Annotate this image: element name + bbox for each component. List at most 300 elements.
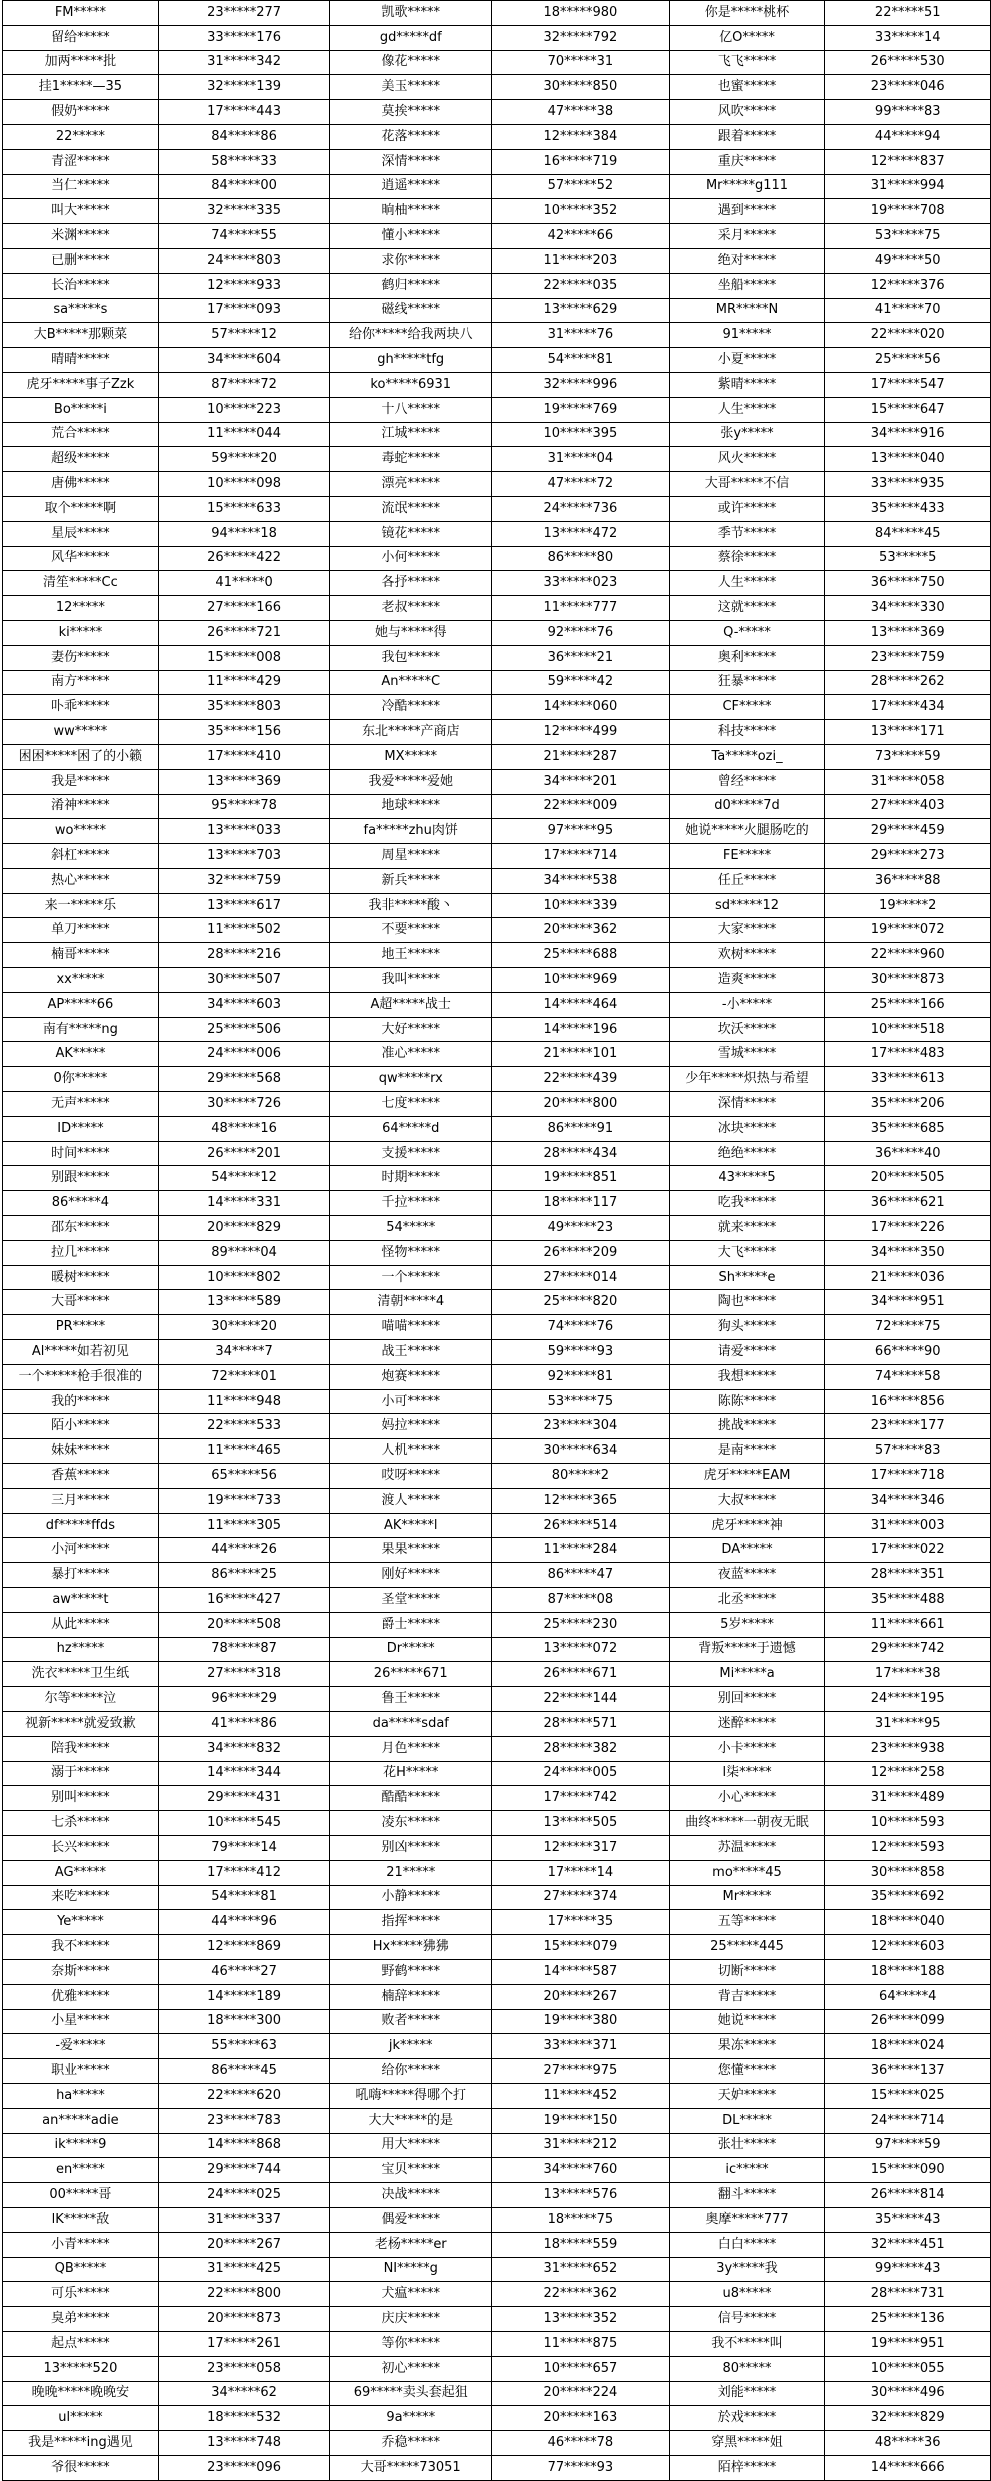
number-cell: 28*****216	[158, 943, 329, 968]
number-cell: 21*****036	[825, 1265, 991, 1290]
name-cell: 长兴*****	[3, 1835, 159, 1860]
name-cell: 清笙*****Cc	[3, 571, 159, 596]
name-cell: 求你*****	[330, 248, 492, 273]
number-cell: 31*****425	[158, 2257, 329, 2282]
table-row	[3, 422, 991, 447]
table-row	[3, 323, 991, 348]
name-cell: 晌柚*****	[330, 199, 492, 224]
name-cell: 溺于*****	[3, 1761, 159, 1786]
number-cell: 23*****046	[825, 75, 991, 100]
name-cell: 一个*****	[330, 1265, 492, 1290]
number-cell: 24*****803	[158, 248, 329, 273]
name-cell: 风火*****	[669, 447, 825, 472]
table-row	[3, 1811, 991, 1836]
name-cell: 吼嗨*****得哪个打	[330, 2083, 492, 2108]
name-cell: fa*****zhu肉饼	[330, 819, 492, 844]
name-cell: 暴打*****	[3, 1563, 159, 1588]
number-cell: 23*****783	[158, 2108, 329, 2133]
name-cell: 陈陈*****	[669, 1389, 825, 1414]
number-cell: 13*****589	[158, 1290, 329, 1315]
number-cell: 23*****277	[158, 1, 329, 26]
name-cell: 冷酷*****	[330, 695, 492, 720]
name-cell: 64*****d	[330, 1116, 492, 1141]
name-cell: Mi*****a	[669, 1662, 825, 1687]
number-cell: 11*****502	[158, 918, 329, 943]
table-row	[3, 1340, 991, 1365]
name-cell: 十八*****	[330, 397, 492, 422]
number-cell: 30*****634	[492, 1439, 669, 1464]
number-cell: 12*****933	[158, 273, 329, 298]
number-cell: 36*****621	[825, 1191, 991, 1216]
number-cell: 86*****91	[492, 1116, 669, 1141]
number-cell: 22*****51	[825, 1, 991, 26]
number-cell: 65*****56	[158, 1464, 329, 1489]
name-cell: 犬瘟*****	[330, 2282, 492, 2307]
name-cell: 不要*****	[330, 918, 492, 943]
table-row	[3, 844, 991, 869]
name-cell: 小夏*****	[669, 348, 825, 373]
name-cell: wo*****	[3, 819, 159, 844]
number-cell: 11*****661	[825, 1612, 991, 1637]
number-cell: 17*****226	[825, 1216, 991, 1241]
number-cell: 26*****099	[825, 2009, 991, 2034]
number-cell: 36*****40	[825, 1141, 991, 1166]
table-row	[3, 248, 991, 273]
number-cell: 35*****433	[825, 496, 991, 521]
number-cell: 19*****733	[158, 1488, 329, 1513]
number-cell: 54*****81	[492, 348, 669, 373]
name-cell: 曾经*****	[669, 769, 825, 794]
name-cell: Sh*****e	[669, 1265, 825, 1290]
name-cell: 花落*****	[330, 124, 492, 149]
name-cell: 准心*****	[330, 1042, 492, 1067]
number-cell: 33*****14	[825, 25, 991, 50]
number-cell: 12*****384	[492, 124, 669, 149]
name-cell: 深情*****	[330, 149, 492, 174]
number-cell: 79*****14	[158, 1835, 329, 1860]
table-row	[3, 720, 991, 745]
name-cell: 偶爱*****	[330, 2207, 492, 2232]
number-cell: 22*****144	[492, 1687, 669, 1712]
number-cell: 13*****171	[825, 720, 991, 745]
name-cell: 假奶*****	[3, 100, 159, 125]
number-cell: 36*****750	[825, 571, 991, 596]
number-cell: 15*****647	[825, 397, 991, 422]
name-cell: 25*****445	[669, 1935, 825, 1960]
number-cell: 44*****96	[158, 1910, 329, 1935]
table-row	[3, 620, 991, 645]
name-cell: 野鹤*****	[330, 1959, 492, 1984]
name-cell: mo*****45	[669, 1860, 825, 1885]
number-cell: 36*****88	[825, 868, 991, 893]
number-cell: 36*****137	[825, 2059, 991, 2084]
number-cell: 32*****829	[825, 2406, 991, 2431]
name-cell: 从此*****	[3, 1612, 159, 1637]
number-cell: 34*****951	[825, 1290, 991, 1315]
number-cell: 23*****177	[825, 1414, 991, 1439]
name-cell: 初心*****	[330, 2356, 492, 2381]
number-cell: 15*****079	[492, 1935, 669, 1960]
name-cell: 可乐*****	[3, 2282, 159, 2307]
table-row	[3, 397, 991, 422]
name-cell: 当仁*****	[3, 174, 159, 199]
number-cell: 25*****230	[492, 1612, 669, 1637]
name-cell: 像花*****	[330, 50, 492, 75]
table-row	[3, 1042, 991, 1067]
number-cell: 10*****802	[158, 1265, 329, 1290]
number-cell: 31*****994	[825, 174, 991, 199]
number-cell: 26*****671	[492, 1662, 669, 1687]
name-cell: 星辰*****	[3, 521, 159, 546]
number-cell: 53*****75	[825, 224, 991, 249]
number-cell: 12*****258	[825, 1761, 991, 1786]
number-cell: 97*****95	[492, 819, 669, 844]
number-cell: 77*****93	[492, 2455, 669, 2480]
name-cell: 请爱*****	[669, 1340, 825, 1365]
number-cell: 10*****055	[825, 2356, 991, 2381]
name-cell: 狂暴*****	[669, 670, 825, 695]
name-cell: 唐佛*****	[3, 472, 159, 497]
name-cell: 翻斗*****	[669, 2183, 825, 2208]
name-cell: 斜杠*****	[3, 844, 159, 869]
name-cell: 12*****	[3, 596, 159, 621]
name-cell: 晚晚*****晚晚安	[3, 2381, 159, 2406]
number-cell: 12*****603	[825, 1935, 991, 1960]
number-cell: 26*****530	[825, 50, 991, 75]
number-cell: 34*****603	[158, 992, 329, 1017]
name-cell: ik*****9	[3, 2133, 159, 2158]
name-cell: 她与*****得	[330, 620, 492, 645]
name-cell: 欢树*****	[669, 943, 825, 968]
name-cell: Mr*****g111	[669, 174, 825, 199]
number-cell: 33*****176	[158, 25, 329, 50]
name-cell: l柒*****	[669, 1761, 825, 1786]
number-cell: 10*****339	[492, 893, 669, 918]
name-cell: d0*****7d	[669, 794, 825, 819]
name-cell: 小青*****	[3, 2232, 159, 2257]
name-cell: 天妒*****	[669, 2083, 825, 2108]
number-cell: 30*****873	[825, 968, 991, 993]
number-cell: 24*****006	[158, 1042, 329, 1067]
name-cell: 乔稳*****	[330, 2431, 492, 2456]
name-cell: 七度*****	[330, 1092, 492, 1117]
name-cell: 酷酷*****	[330, 1786, 492, 1811]
number-cell: 92*****81	[492, 1364, 669, 1389]
number-cell: 10*****098	[158, 472, 329, 497]
table-row	[3, 1513, 991, 1538]
name-cell: 跟着*****	[669, 124, 825, 149]
name-cell: 陌小*****	[3, 1414, 159, 1439]
number-cell: 64*****4	[825, 1984, 991, 2009]
table-row	[3, 1141, 991, 1166]
name-cell: 她说*****	[669, 2009, 825, 2034]
name-cell: 北丞*****	[669, 1588, 825, 1613]
table-row	[3, 2381, 991, 2406]
number-cell: 29*****459	[825, 819, 991, 844]
number-cell: 16*****427	[158, 1588, 329, 1613]
name-cell: 决战*****	[330, 2183, 492, 2208]
name-cell: 69*****卖头套起狙	[330, 2381, 492, 2406]
name-cell: 深情*****	[669, 1092, 825, 1117]
name-cell: 给你*****给我两块八	[330, 323, 492, 348]
table-row	[3, 199, 991, 224]
number-cell: 26*****209	[492, 1240, 669, 1265]
number-cell: 86*****45	[158, 2059, 329, 2084]
number-cell: 11*****044	[158, 422, 329, 447]
name-cell: 54*****	[330, 1216, 492, 1241]
table-row	[3, 273, 991, 298]
name-cell: 美玉*****	[330, 75, 492, 100]
name-cell: 小静*****	[330, 1885, 492, 1910]
table-row	[3, 1637, 991, 1662]
table-row	[3, 1, 991, 26]
number-cell: 24*****195	[825, 1687, 991, 1712]
name-cell: 三月*****	[3, 1488, 159, 1513]
name-cell: 臭弟*****	[3, 2307, 159, 2332]
name-cell: 曲终*****一朝夜无眠	[669, 1811, 825, 1836]
name-cell: xx*****	[3, 968, 159, 993]
name-cell: 用大*****	[330, 2133, 492, 2158]
name-cell: ha*****	[3, 2083, 159, 2108]
name-cell: 也蜜*****	[669, 75, 825, 100]
name-cell: 挂1*****—35	[3, 75, 159, 100]
number-cell: 74*****58	[825, 1364, 991, 1389]
number-cell: 28*****262	[825, 670, 991, 695]
number-cell: 31*****058	[825, 769, 991, 794]
name-cell: 渡人*****	[330, 1488, 492, 1513]
name-cell: 月色*****	[330, 1736, 492, 1761]
number-cell: 33*****371	[492, 2034, 669, 2059]
name-cell: 造爽*****	[669, 968, 825, 993]
name-cell: 或许*****	[669, 496, 825, 521]
table-row	[3, 1389, 991, 1414]
table-row	[3, 744, 991, 769]
number-cell: 17*****434	[825, 695, 991, 720]
name-cell: 楠哥*****	[3, 943, 159, 968]
table-row	[3, 893, 991, 918]
name-cell: 超级*****	[3, 447, 159, 472]
number-cell: 99*****83	[825, 100, 991, 125]
number-cell: 26*****721	[158, 620, 329, 645]
table-row	[3, 571, 991, 596]
number-cell: 10*****969	[492, 968, 669, 993]
number-cell: 15*****025	[825, 2083, 991, 2108]
number-cell: 13*****505	[492, 1811, 669, 1836]
table-row	[3, 1711, 991, 1736]
number-cell: 24*****714	[825, 2108, 991, 2133]
name-cell: 大好*****	[330, 1017, 492, 1042]
table-row	[3, 1687, 991, 1712]
name-cell: 无声*****	[3, 1092, 159, 1117]
number-cell: 34*****201	[492, 769, 669, 794]
number-cell: 30*****726	[158, 1092, 329, 1117]
name-cell: 80*****	[669, 2356, 825, 2381]
number-cell: 33*****613	[825, 1067, 991, 1092]
name-cell: 小河*****	[3, 1538, 159, 1563]
number-cell: 31*****95	[825, 1711, 991, 1736]
number-cell: 17*****718	[825, 1464, 991, 1489]
number-cell: 34*****346	[825, 1488, 991, 1513]
name-cell: 於戏*****	[669, 2406, 825, 2431]
name-cell: 蔡徐*****	[669, 546, 825, 571]
number-cell: 15*****090	[825, 2158, 991, 2183]
number-cell: 14*****196	[492, 1017, 669, 1042]
name-cell: 青涩*****	[3, 149, 159, 174]
table-row	[3, 1439, 991, 1464]
name-cell: 凯歌*****	[330, 1, 492, 26]
number-cell: 28*****571	[492, 1711, 669, 1736]
number-cell: 14*****344	[158, 1761, 329, 1786]
name-cell: PR*****	[3, 1315, 159, 1340]
name-cell: 虎牙*****EAM	[669, 1464, 825, 1489]
number-cell: 34*****350	[825, 1240, 991, 1265]
number-cell: 11*****452	[492, 2083, 669, 2108]
number-cell: 35*****156	[158, 720, 329, 745]
name-cell: 尔等*****泣	[3, 1687, 159, 1712]
number-cell: 30*****507	[158, 968, 329, 993]
name-cell: 紫晴*****	[669, 372, 825, 397]
name-cell: 吃我*****	[669, 1191, 825, 1216]
name-cell: 五等*****	[669, 1910, 825, 1935]
number-cell: 31*****337	[158, 2207, 329, 2232]
number-cell: 22*****800	[158, 2282, 329, 2307]
name-cell: 怪物*****	[330, 1240, 492, 1265]
number-cell: 10*****518	[825, 1017, 991, 1042]
table-row	[3, 298, 991, 323]
table-row	[3, 1017, 991, 1042]
table-row	[3, 1488, 991, 1513]
number-cell: 28*****351	[825, 1563, 991, 1588]
number-cell: 29*****742	[825, 1637, 991, 1662]
number-cell: 35*****488	[825, 1588, 991, 1613]
name-cell: ko*****6931	[330, 372, 492, 397]
name-cell: A超*****战士	[330, 992, 492, 1017]
number-cell: 14*****060	[492, 695, 669, 720]
name-cell: 科技*****	[669, 720, 825, 745]
number-cell: 74*****76	[492, 1315, 669, 1340]
name-cell: 人生*****	[669, 571, 825, 596]
table-row	[3, 1835, 991, 1860]
name-cell: ul*****	[3, 2406, 159, 2431]
number-cell: 27*****975	[492, 2059, 669, 2084]
number-cell: 31*****652	[492, 2257, 669, 2282]
name-cell: Al*****如若初见	[3, 1340, 159, 1365]
table-row	[3, 1216, 991, 1241]
number-cell: 53*****5	[825, 546, 991, 571]
number-cell: 35*****692	[825, 1885, 991, 1910]
number-cell: 27*****166	[158, 596, 329, 621]
number-cell: 26*****201	[158, 1141, 329, 1166]
table-row	[3, 348, 991, 373]
name-cell: 鹤归*****	[330, 273, 492, 298]
number-cell: 78*****87	[158, 1637, 329, 1662]
name-cell: 人机*****	[330, 1439, 492, 1464]
number-cell: 14*****666	[825, 2455, 991, 2480]
number-cell: 16*****856	[825, 1389, 991, 1414]
table-row	[3, 472, 991, 497]
name-cell: 邵东*****	[3, 1216, 159, 1241]
number-cell: 57*****12	[158, 323, 329, 348]
number-cell: 15*****633	[158, 496, 329, 521]
name-cell: 坐船*****	[669, 273, 825, 298]
number-cell: 74*****55	[158, 224, 329, 249]
table-row	[3, 1067, 991, 1092]
number-cell: 35*****803	[158, 695, 329, 720]
number-cell: 13*****040	[825, 447, 991, 472]
number-cell: 13*****703	[158, 844, 329, 869]
table-row	[3, 2009, 991, 2034]
name-cell: 大叔*****	[669, 1488, 825, 1513]
name-cell: 爷很*****	[3, 2455, 159, 2480]
number-cell: 11*****203	[492, 248, 669, 273]
table-row	[3, 50, 991, 75]
name-cell: 鲁王*****	[330, 1687, 492, 1712]
table-row	[3, 372, 991, 397]
name-cell: 少年*****炽热与希望	[669, 1067, 825, 1092]
number-cell: 10*****352	[492, 199, 669, 224]
number-cell: 29*****431	[158, 1786, 329, 1811]
table-row	[3, 695, 991, 720]
number-cell: 10*****593	[825, 1811, 991, 1836]
number-cell: 17*****547	[825, 372, 991, 397]
name-cell: 加两*****批	[3, 50, 159, 75]
name-cell: 困困*****困了的小籁	[3, 744, 159, 769]
number-cell: 18*****040	[825, 1910, 991, 1935]
number-cell: 94*****18	[158, 521, 329, 546]
name-cell: 我包*****	[330, 645, 492, 670]
number-cell: 13*****033	[158, 819, 329, 844]
number-cell: 13*****369	[825, 620, 991, 645]
name-cell: 00*****哥	[3, 2183, 159, 2208]
name-cell: 漂亮*****	[330, 472, 492, 497]
number-cell: 96*****29	[158, 1687, 329, 1712]
number-cell: 58*****33	[158, 149, 329, 174]
table-row	[3, 2207, 991, 2232]
number-cell: 22*****362	[492, 2282, 669, 2307]
name-cell: 视新*****就爱致歉	[3, 1711, 159, 1736]
name-cell: 陪我*****	[3, 1736, 159, 1761]
number-cell: 18*****980	[492, 1, 669, 26]
name-cell: Q-*****	[669, 620, 825, 645]
name-cell: Mr*****	[669, 1885, 825, 1910]
number-cell: 20*****163	[492, 2406, 669, 2431]
table-row	[3, 2183, 991, 2208]
table-row	[3, 670, 991, 695]
number-cell: 30*****20	[158, 1315, 329, 1340]
table-row	[3, 1364, 991, 1389]
table-row	[3, 2232, 991, 2257]
table-row	[3, 2083, 991, 2108]
table-row	[3, 496, 991, 521]
name-cell: MX*****	[330, 744, 492, 769]
name-cell: ID*****	[3, 1116, 159, 1141]
name-cell: 奥利*****	[669, 645, 825, 670]
number-cell: 12*****317	[492, 1835, 669, 1860]
name-cell: 东北*****产商店	[330, 720, 492, 745]
name-cell: 宝贝*****	[330, 2158, 492, 2183]
table-row	[3, 596, 991, 621]
name-cell: 炮赛*****	[330, 1364, 492, 1389]
name-cell: 地王*****	[330, 943, 492, 968]
number-cell: 87*****72	[158, 372, 329, 397]
number-cell: 24*****025	[158, 2183, 329, 2208]
name-cell: 庆庆*****	[330, 2307, 492, 2332]
name-cell: 逍遥*****	[330, 174, 492, 199]
name-cell: 背叛*****于遗憾	[669, 1637, 825, 1662]
name-cell: 她说*****火腿肠吃的	[669, 819, 825, 844]
table-row	[3, 2356, 991, 2381]
number-cell: 10*****395	[492, 422, 669, 447]
